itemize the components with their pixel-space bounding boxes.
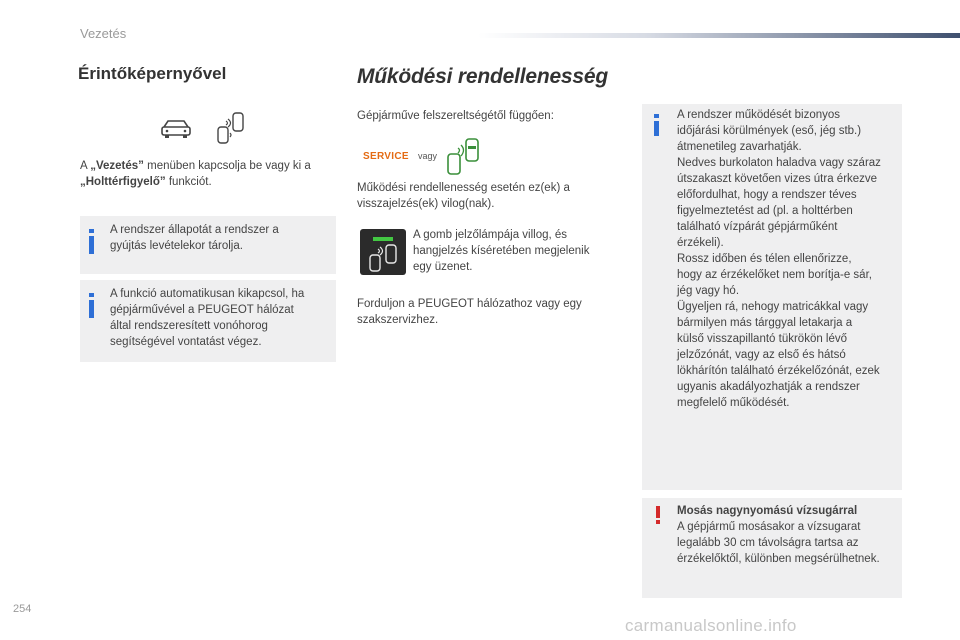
fault-heading: Működési rendellenesség xyxy=(357,65,608,88)
page-number: 254 xyxy=(13,603,32,615)
blind-spot-icon xyxy=(216,111,246,145)
info-line: ugyanis akadályozhatják a rendszer xyxy=(677,381,860,393)
or-label: vagy xyxy=(418,151,438,161)
service-warning-icon: SERVICE xyxy=(363,151,409,162)
info-line: lökhárítón található érzékelőzónát, ezek xyxy=(677,365,880,377)
blind-spot-button-icon xyxy=(360,229,406,275)
info-line: jég vagy hó. xyxy=(677,285,740,297)
info-line: átmenetileg zavarhatják. xyxy=(677,141,802,153)
info-line: gyújtás levételekor tárolja. xyxy=(110,240,243,252)
watermark: carmanualsonline.info xyxy=(625,616,797,635)
info-line: előfordulhat, hogy a rendszer téves xyxy=(677,189,857,201)
touchscreen-heading: Érintőképernyővel xyxy=(78,64,227,83)
button-text-line: A gomb jelzőlámpája villog, és xyxy=(413,229,568,241)
info-line: külső visszapillantó tükrökön lévő xyxy=(677,333,848,345)
contact-text-line: Forduljon a PEUGEOT hálózathoz vagy egy xyxy=(357,298,582,310)
section-title: Vezetés xyxy=(80,26,127,41)
info-line: Nedves burkolaton haladva vagy száraz xyxy=(677,157,881,169)
warning-line: érzékelőktől, különben megsérülhetnek. xyxy=(677,553,880,565)
info-box-state xyxy=(80,216,336,274)
touchscreen-instruction: A „Vezetés” menüben kapcsolja be vagy ki a „Holttérfigyelő” funkciót. xyxy=(80,160,311,188)
info-line: jelzőzónát, vagy az első és hátsó xyxy=(677,349,846,361)
info-line: hogy az érzékelőket nem borítja-e sár, xyxy=(677,269,872,281)
info-line: Ügyeljen rá, nehogy matricákkal vagy xyxy=(677,301,869,313)
info-line: található vízpárát gépjárműként xyxy=(677,221,838,233)
warning-box-washing xyxy=(642,498,902,598)
fault-text-line: Működési rendellenesség esetén ez(ek) a xyxy=(357,182,570,194)
info-line: segítségével vontatást végez. xyxy=(110,336,262,348)
info-line: időjárási körülmények (eső, jég stb.) xyxy=(677,125,862,137)
header-bar xyxy=(478,33,960,38)
blind-spot-warning-icon xyxy=(444,136,484,176)
warning-title: Mosás nagynyomású vízsugárral xyxy=(677,505,858,517)
info-line: Rossz időben és télen ellenőrizze, xyxy=(677,253,852,265)
info-line: érzékeli). xyxy=(677,237,724,249)
fault-text-line: visszajelzés(ek) vilog(nak). xyxy=(357,198,495,210)
info-line: A funkció automatikusan kikapcsol, ha xyxy=(110,288,305,300)
info-line: A rendszer működését bizonyos xyxy=(677,109,841,121)
car-front-icon xyxy=(160,118,192,140)
equipment-note: Gépjárműve felszereltségétől függően: xyxy=(357,110,554,122)
info-line: A rendszer állapotát a rendszer a xyxy=(110,224,279,236)
info-box-towing xyxy=(80,280,336,362)
button-text-line: hangjelzés kíséretében megjelenik xyxy=(413,245,590,257)
warning-line: A gépjármű mosásakor a vízsugarat xyxy=(677,521,861,533)
info-line: megfelelő működését. xyxy=(677,397,790,409)
info-line: által rendszeresített vonóhorog xyxy=(110,320,268,332)
info-line: figyelmeztetést ad (pl. a holttérben xyxy=(677,205,853,217)
info-line: bármilyen más tárggyal letakarja a xyxy=(677,317,853,329)
button-text-line: egy üzenet. xyxy=(413,261,473,273)
info-box-weather xyxy=(642,104,902,490)
warning-line: legalább 30 cm távolságra tartsa az xyxy=(677,537,859,549)
contact-text-line: szakszervizhez. xyxy=(357,314,439,326)
info-line: útszakaszt követően vizes útra érkezve xyxy=(677,173,878,185)
info-line: gépjárművével a PEUGEOT hálózat xyxy=(110,304,294,316)
